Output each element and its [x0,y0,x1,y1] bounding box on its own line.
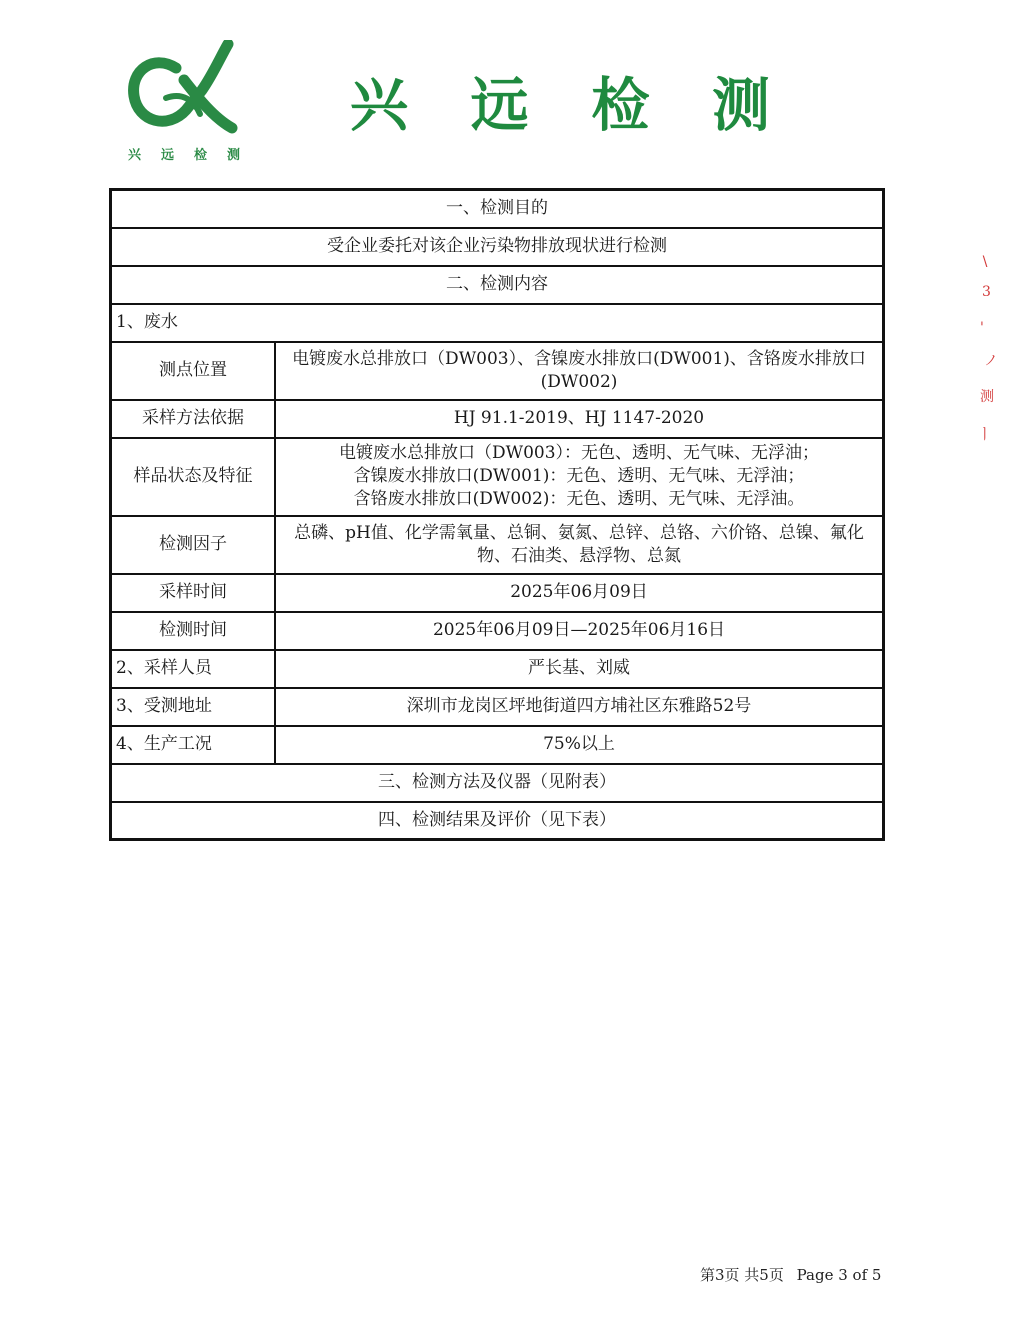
table-row [111,516,884,574]
method-value: HJ 91.1-2019、HJ 1147-2020 [275,400,884,438]
point-label: 测点位置 [111,342,276,400]
page-number-cn: 第3页 共5页 [700,1266,784,1284]
table-row [111,228,884,266]
table-row [111,650,884,688]
table-row [111,802,884,840]
table-row [111,688,884,726]
state-label: 样品状态及特征 [111,438,276,516]
table-row [111,574,884,612]
table-row [111,266,884,304]
company-logo [124,40,244,165]
purpose-text: 受企业委托对该企业污染物排放现状进行检测 [111,228,884,266]
section-2-title: 二、检测内容 [111,266,884,304]
logo-mark-icon [124,40,244,140]
brand-title [350,58,770,142]
table-row [111,304,884,342]
test-time-value: 2025年06月09日—2025年06月16日 [275,612,884,650]
factor-value: 总磷、pH值、化学需氧量、总铜、氨氮、总锌、总铬、六价铬、总镍、氟化物、石油类、悬浮物、总氮 [275,516,884,574]
section-1-title: 一、检测目的 [111,190,884,228]
logo-caption [128,144,240,163]
address-label: 3、受测地址 [111,688,276,726]
table-row [111,612,884,650]
report-table [109,188,885,841]
table-row [111,438,884,516]
page-number-en: Page 3 of 5 [796,1266,882,1284]
table-row [111,190,884,228]
logo-caption-char: 远 [160,148,174,163]
method-label: 采样方法依据 [111,400,276,438]
state-line: 含铬废水排放口(DW002)：无色、透明、无气味、无浮油。 [353,489,805,509]
section-3-title: 三、检测方法及仪器（见附表） [111,764,884,802]
table-row [111,400,884,438]
state-line: 电镀废水总排放口（DW003）：无色、透明、无气味、无浮油； [338,443,820,463]
table-row [111,342,884,400]
sample-time-value: 2025年06月09日 [275,574,884,612]
address-value: 深圳市龙岗区坪地街道四方埔社区东雅路52号 [275,688,884,726]
section-4-title: 四、检测结果及评价（见下表） [111,802,884,840]
brand-char: 检 [591,71,650,139]
test-time-label: 检测时间 [111,612,276,650]
logo-caption-char: 测 [226,148,240,163]
logo-caption-char: 检 [193,148,207,163]
table-row [111,726,884,764]
table-row [111,764,884,802]
point-value: 电镀废水总排放口（DW003）、含镍废水排放口(DW001)、含铬废水排放口(DW002) [275,342,884,400]
sample-time-label: 采样时间 [111,574,276,612]
production-label: 4、生产工况 [111,726,276,764]
staff-value: 严长基、刘威 [275,650,884,688]
staff-label: 2、采样人员 [111,650,276,688]
production-value: 75%以上 [275,726,884,764]
brand-char: 兴 [350,71,409,139]
logo-caption-char: 兴 [128,148,142,163]
page-number [700,1264,881,1285]
seal-stamp-icon: ∖ 3 ' ノ 测 ㅣ [978,254,998,443]
factor-label: 检测因子 [111,516,276,574]
state-value [275,438,884,516]
brand-char: 测 [711,71,770,139]
wastewater-heading: 1、废水 [111,304,884,342]
brand-char: 远 [470,71,529,139]
state-line: 含镍废水排放口(DW001)：无色、透明、无气味、无浮油； [353,466,805,486]
